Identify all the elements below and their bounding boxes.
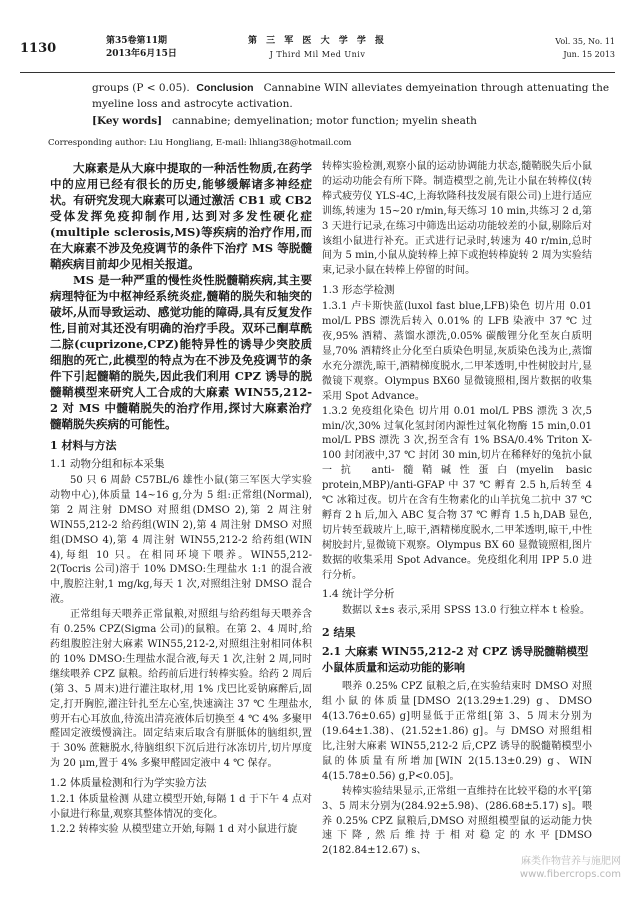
- subsection-heading-1-4: 1.4 统计学分析: [322, 588, 395, 601]
- journal-title-cn: 第 三 军 医 大 学 学 报: [248, 36, 387, 46]
- intro-paragraph-1: 大麻素是从大麻中提取的一种活性物质,在药学中的应用已经有很长的历史,能够缓解诸多神经症状。有研究发现大麻素可以通过激活 CB1 或 CB2 受体发挥免疫抑制作用,达到对多发性硬化症(multiple sclerosis,MS)等疾病的治疗作用,而在大麻素不涉及免疫调节的条件下治疗 MS 等脱髓鞘疾病目前却少见相关报道。: [50, 161, 312, 271]
- watermark-url: www.fibercrops.com: [519, 869, 621, 880]
- left-column: [50, 160, 312, 838]
- section-heading-results: 2 结果: [322, 626, 356, 640]
- paragraph-2-1a: 喂养 0.25% CPZ 鼠粮之后,在实验结束时 DMSO 对照组小鼠的体质量[DMSO 2(13.29±1.29) g、DMSO 4(13.76±0.65) g]明显低于正常组[第 3、5 周末分别为(19.64±1.38)、(21.52±1.86) g]。与 DMSO 对照组相比,注射大麻素 WIN55,212-2 后,CPZ 诱导的脱髓鞘模型小鼠的体质量有所增加[WIN 2(15.13±0.29) g、WIN 4(15.78±0.56) g,P<0.05]。: [322, 681, 592, 782]
- journal-title: [20, 35, 615, 61]
- date-line: 2013年6月15日: [106, 49, 177, 59]
- volume-en: Vol. 35, No. 11: [555, 37, 615, 46]
- paragraph-1-2-2: 1.2.2 转棒实验 从模型建立开始,每隔 1 d 对小鼠进行旋: [50, 823, 298, 835]
- header-divider: [20, 72, 615, 73]
- volume-info-en: [555, 35, 615, 61]
- keywords: [92, 113, 613, 129]
- corresponding-author: Corresponding author: Liu Hongliang, E-mail: lhliang38@hotmail.com: [48, 138, 352, 148]
- paragraph-1-3-1: 1.3.1 卢卡斯快蓝(luxol fast blue,LFB)染色 切片用 0.01 mol/L PBS 漂洗后转入 0.01% 的 LFB 染液中 37 ℃ 过夜,95% 酒精、蒸馏水漂洗,0.05% 碳酸锂分化至灰白质明显,70% 酒精终止分化至白质染色明显,灰质染色浅为止,蒸馏水充分漂洗,晾干,酒精梯度脱水,二甲苯透明,中性树胶封片,显微镜下观察。Olympus BX60 显微镜照相,图片数据的收集采用 Spot Advance。: [322, 301, 592, 402]
- paragraph-2-1b: 转棒实验结果显示,正常组一直维持在比较平稳的水平[第 3、5 周末分别为(284.92±5.98)、(286.68±5.17) s]。喂养 0.25% CPZ 鼠粮后,DMSO 对照组模型鼠的运动能力快速下降,然后维持于相对稳定的水平[DMSO 2(182.84±12.67) s、: [322, 785, 592, 857]
- volume-line: 第35卷第11期: [106, 36, 168, 46]
- section-heading-methods: 1 材料与方法: [50, 439, 117, 452]
- conclusion-text: Cannabine WIN alleviates demyeination through attenuating the myeline loss and astrocyte activation.: [92, 82, 610, 110]
- paragraph-1-1: 50 只 6 周龄 C57BL/6 雄性小鼠(第三军医大学实验动物中心),体质量 14~16 g,分为 5 组:正常组(Normal),第 2 周注射 DMSO 对照组(DMSO 2),第 2 周注射 WIN55,212-2 给药组(WIN 2),第 4 周注射 DMSO 对照组(DMSO 4),第 4 周注射 WIN55,212-2 给药组(WIN 4),每组 10 只。在相同环境下喂养。WIN55,212-2(Tocris 公司)溶于 10% DMSO:生理盐水 1:1 的混合液中,腹腔注射,1 mg/kg,每天 1 次,对照组注射 DMSO 混合液。: [50, 475, 312, 606]
- paragraph-rotarod-cont: 转棒实验检测,观察小鼠的运动协调能力状态,髓鞘脱失后小鼠的运动功能会有所下降。制造模型之前,先让小鼠在转棒仪(转棒式疲劳仪 YLS-4C,上海软隆科技发展有限公司)上进行适应训练,转速为 15~20 r/min,每天练习 10 min,共练习 2 d,第 3 天进行记录,在练习中筛选出运动功能较差的小鼠,剔除后对该组小鼠进行补充。正式进行记录时,转速为 40 r/min,总时间为 5 min,小鼠从旋转棒上掉下或抱转棒旋转 2 周为实验结束,记录小鼠在转棒上停留的时间。: [322, 161, 592, 277]
- intro-paragraph-2: MS 是一种严重的慢性炎性脱髓鞘疾病,其主要病理特征为中枢神经系统炎症,髓鞘的脱失和轴突的破坏,从而导致运动、感觉功能的障碍,具有反复发作性,目前对其还没有明确的治疗手段。双环己酮草酰二腙(cuprizone,CPZ)能特异性的诱导少突胶质细胞的死亡,此模型的特点为在不涉及免疫调节的条件下引起髓鞘的脱失,因此我们利用 CPZ 诱导的脱髓鞘模型来研究人工合成的大麻素 WIN55,212-2 对 MS 中髓鞘脱失的治疗作用,探讨大麻素治疗髓鞘脱失疾病的可能性。: [50, 273, 312, 431]
- subsection-heading-2-1: 2.1 大麻素 WIN55,212-2 对 CPZ 诱导脱髓鞘模型小鼠体质量和运动功能的影响: [322, 645, 589, 675]
- paragraph-1-1b: 正常组每天喂养正常鼠粮,对照组与给药组每天喂养含有 0.25% CPZ(Sigma 公司)的鼠粮。在第 2、4 周时,给药组腹腔注射大麻素 WIN55,212-2,对照组注射相同体积的 10% DMSO:生理盐水混合液,每天 1 次,注射 2 周,同时继续喂养 CPZ 鼠粮。给药前后进行转棒实验。给药 2 周后(第 3、5 周末)进行灌注取材,用 1% 戊巴比妥钠麻醉后,固定,打开胸腔,灌注针扎至左心室,快速滴注 37 ℃ 生理盐水,剪开右心耳放血,待流出清亮液体后切换至 4 ℃ 4% 多聚甲醛固定液缓慢滴注。固定结束后取含有胼胝体的脑组织,置于 30% 蔗糖脱水,待脑组织下沉后进行冰冻切片,切片厚度为 20 μm,置于 4% 多聚甲醛固定液中 4 ℃ 保存。: [50, 609, 312, 770]
- keywords-text: cannabine; demyelination; motor function; myelin sheath: [172, 115, 477, 127]
- right-column: [322, 160, 592, 859]
- page-number: 1130: [20, 41, 57, 56]
- subsection-heading-1-3: 1.3 形态学检测: [322, 284, 395, 297]
- date-en: Jun. 15 2013: [563, 50, 615, 59]
- journal-title-en: J Third Mil Med Univ: [269, 50, 366, 59]
- subsection-heading-1-1: 1.1 动物分组和标本采集: [50, 458, 165, 470]
- paragraph-1-2-1: 1.2.1 体质量检测 从建立模型开始,每隔 1 d 于下午 4 点对小鼠进行称量,观察其整体情况的变化。: [50, 794, 312, 821]
- paragraph-1-4: 数据以 x̄±s 表示,采用 SPSS 13.0 行独立样本 t 检验。: [342, 605, 590, 617]
- keywords-label: [Key words]: [92, 115, 163, 127]
- groups-text: groups (P < 0.05).: [92, 82, 190, 94]
- watermark: [520, 855, 621, 881]
- subsection-heading-1-2: 1.2 体质量检测和行为学实验方法: [50, 777, 207, 790]
- conclusion-label: Conclusion: [196, 82, 254, 94]
- abstract-conclusion: [92, 80, 613, 112]
- watermark-cn: 麻类作物营养与施肥网: [521, 856, 621, 867]
- page-header: [20, 35, 615, 71]
- paragraph-1-3-2: 1.3.2 免疫组化染色 切片用 0.01 mol/L PBS 漂洗 3 次,5 min/次,30% 过氧化氢封闭内源性过氧化物酶 15 min,0.01 mol/L PBS 漂洗 3 次,拐至含有 1% BSA/0.4% Triton X-100 封闭液中,37 ℃ 封闭 30 min,切片在稀释好的兔抗小鼠一抗 anti-髓鞘碱性蛋白(myelin basic protein,MBP)/anti-GFAP 中 37 ℃ 孵育 2.5 h,后转至 4 ℃ 冰箱过夜。切片在含有生物素化的山羊抗兔二抗中 37 ℃ 孵育 2 h 后,加入 ABC 复合物 37 ℃ 孵育 1.5 h,DAB 显色,切片转至载玻片上,晾干,酒精梯度脱水,二甲苯透明,晾干,中性树胶封片,显微镜下观察。Olympus BX 60 显微镜照相,图片数据的收集采用 Spot Advance。免疫组化利用 IPP 5.0 进行分析。: [322, 405, 592, 581]
